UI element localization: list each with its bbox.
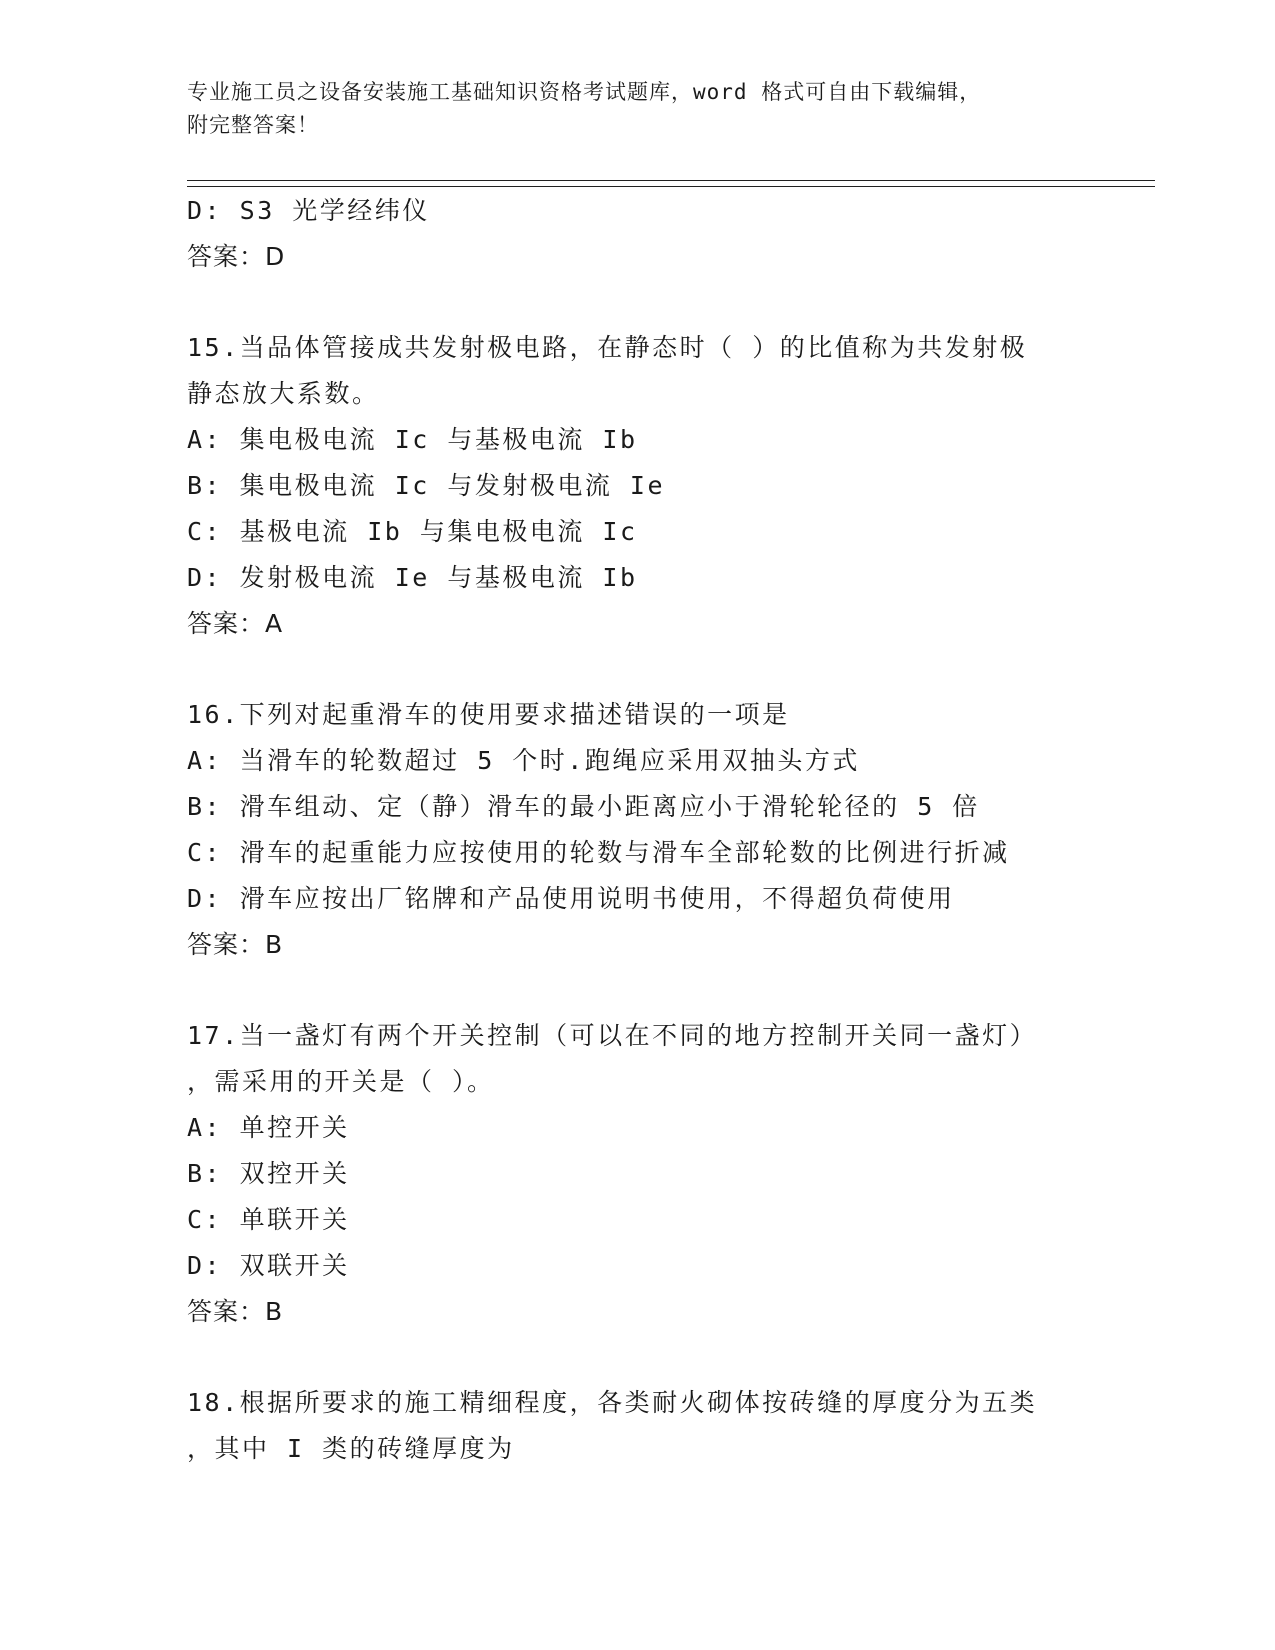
- q16-option-a: A: 当滑车的轮数超过 5 个时.跑绳应采用双抽头方式: [187, 746, 860, 775]
- question-list: [187, 188, 1087, 1472]
- question-16: [187, 692, 1087, 968]
- header-divider-top: [187, 180, 1155, 181]
- q16-option-c: C: 滑车的起重能力应按使用的轮数与滑车全部轮数的比例进行折减: [187, 838, 1010, 867]
- header-line-2: 附完整答案！: [187, 113, 319, 137]
- prev-answer: 答案：D: [187, 242, 286, 271]
- q15-stem-line-2: 静态放大系数。: [187, 379, 380, 408]
- q15-option-b: B: 集电极电流 Ic 与发射极电流 Ie: [187, 471, 666, 500]
- question-15: [187, 325, 1087, 647]
- q15-option-a: A: 集电极电流 Ic 与基极电流 Ib: [187, 425, 638, 454]
- q15-stem-line-1: 15.当品体管接成共发射极电路，在静态时（ ）的比值称为共发射极: [187, 333, 1028, 362]
- q16-option-b: B: 滑车组动、定（静）滑车的最小距离应小于滑轮轮径的 5 倍: [187, 792, 980, 821]
- q17-option-b: B: 双控开关: [187, 1159, 350, 1188]
- document-header: [187, 76, 1087, 142]
- prev-option-d: D: S3 光学经纬仪: [187, 196, 430, 225]
- q16-option-d: D: 滑车应按出厂铭牌和产品使用说明书使用，不得超负荷使用: [187, 884, 955, 913]
- header-divider-bottom: [187, 186, 1155, 187]
- q17-option-d: D: 双联开关: [187, 1251, 350, 1280]
- header-line-1: 专业施工员之设备安装施工基础知识资格考试题库，word 格式可自由下载编辑，: [187, 80, 982, 104]
- q17-option-a: A: 单控开关: [187, 1113, 350, 1142]
- question-17: [187, 1013, 1087, 1335]
- q18-stem-line-1: 18.根据所要求的施工精细程度，各类耐火砌体按砖缝的厚度分为五类: [187, 1388, 1038, 1417]
- q17-stem-line-1: 17.当一盏灯有两个开关控制（可以在不同的地方控制开关同一盏灯）: [187, 1021, 1038, 1050]
- q16-stem-line-1: 16.下列对起重滑车的使用要求描述错误的一项是: [187, 700, 790, 729]
- q17-stem-line-2: ，需采用的开关是（ ）。: [187, 1067, 495, 1096]
- q17-answer: 答案：B: [187, 1297, 284, 1326]
- q15-option-d: D: 发射极电流 Ie 与基极电流 Ib: [187, 563, 638, 592]
- q18-stem-line-2: ，其中 I 类的砖缝厚度为: [187, 1434, 515, 1463]
- q15-option-c: C: 基极电流 Ib 与集电极电流 Ic: [187, 517, 638, 546]
- q17-option-c: C: 单联开关: [187, 1205, 350, 1234]
- q16-answer: 答案：B: [187, 930, 284, 959]
- q15-answer: 答案：A: [187, 609, 284, 638]
- question-18: [187, 1380, 1087, 1472]
